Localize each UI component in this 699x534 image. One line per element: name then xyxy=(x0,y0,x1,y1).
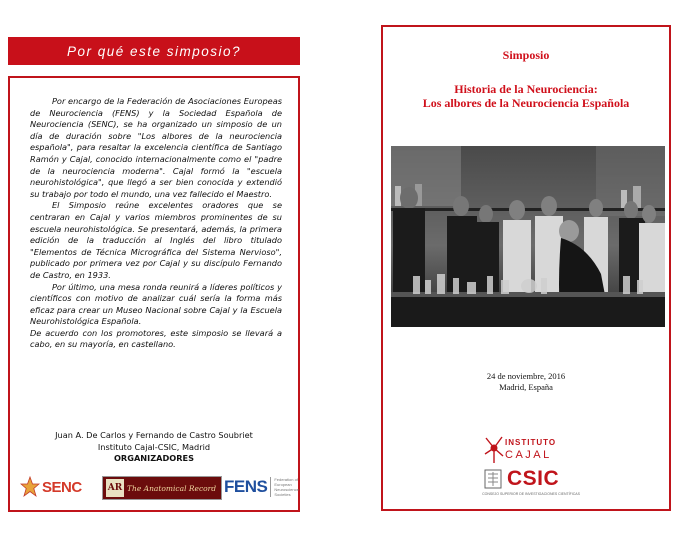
ar-text: The Anatomical Record xyxy=(127,483,217,493)
paragraph: El Simposio reúne excelentes oradores que se centraran en Cajal y varios miembros prominentes de su escuela neurohistológica. Se presentará, además, la primera edición de la traducción al Inglés del libro titulado "Elementos de Técnica Micrográfica del Sistema Nervioso", publicado por primera vez por Cajal y su discípulo Fernando de Castro, en 1933. xyxy=(30,200,282,280)
historical-photo xyxy=(391,146,665,327)
fens-logo xyxy=(224,472,299,502)
cajal-text: CAJAL xyxy=(505,449,552,461)
event-place: Madrid, España xyxy=(499,382,553,392)
senc-star-icon xyxy=(20,476,40,498)
ar-badge: AR xyxy=(106,479,124,497)
cover-panel xyxy=(381,25,671,511)
instituto-text: INSTITUTO xyxy=(505,438,557,447)
paragraph: Por último, una mesa ronda reunirá a líderes políticos y científicos con motivo de analizar cuál sería la forma más eficaz para crear un Museo Nacional sobre Cajal y la Escuela Neurohistológica Española. xyxy=(30,281,282,327)
body-text xyxy=(30,96,282,351)
organizers-block xyxy=(10,430,298,465)
senc-text: SENC xyxy=(42,478,82,496)
cover-title-line1: Historia de la Neurociencia: xyxy=(454,82,598,96)
banner-text: Por qué este simposio? xyxy=(66,43,242,59)
section-banner xyxy=(8,37,300,65)
instituto-cajal-logo xyxy=(483,434,583,466)
paragraph: Por encargo de la Federación de Asociaciones Europeas de Neurociencia (FENS) y la Sociedad Española de Neurociencia (SENC), se ha organizado un simposio de un día de duración sobre "Los albores de la neurociencia española", para resaltar la excelencia científica de Santiago Ramón y Cajal, conocido internacionalmente como el "padre de la neurociencia moderna". Cajal formó la "escuela neurohistológica", que llegó a ser bien conocida y extendió su trabajo por todo el mundo, una vez fallecido el Maestro. xyxy=(30,96,282,199)
description-panel xyxy=(8,76,300,512)
senc-logo xyxy=(20,472,96,502)
event-date: 24 de noviembre, 2016 xyxy=(486,371,566,381)
organizers-names: Juan A. De Carlos y Fernando de Castro Soubriet xyxy=(55,430,253,440)
cover-title xyxy=(383,83,669,110)
cover-heading: Simposio xyxy=(502,48,550,62)
anatomical-record-logo xyxy=(102,476,222,500)
csic-subtitle: CONSEJO SUPERIOR DE INVESTIGACIONES CIENTÍFICAS xyxy=(482,492,580,496)
fens-subtitle: Federation of European Neuroscience Societies xyxy=(270,477,298,497)
csic-logo xyxy=(481,467,581,497)
sponsor-logos xyxy=(18,472,299,502)
csic-emblem-icon xyxy=(483,468,503,490)
organizers-institute: Instituto Cajal-CSIC, Madrid xyxy=(97,441,211,452)
paragraph: De acuerdo con los promotores, este simposio se llevará a cabo, en su mayoría, en castellano. xyxy=(30,327,282,350)
organizers-label: ORGANIZADORES xyxy=(113,453,195,464)
neuron-icon xyxy=(483,434,505,464)
event-date-place xyxy=(383,371,669,393)
fens-text: FENS xyxy=(224,477,268,496)
cover-title-line2: Los albores de la Neurociencia Española xyxy=(422,95,630,110)
csic-text: CSIC xyxy=(507,467,560,490)
